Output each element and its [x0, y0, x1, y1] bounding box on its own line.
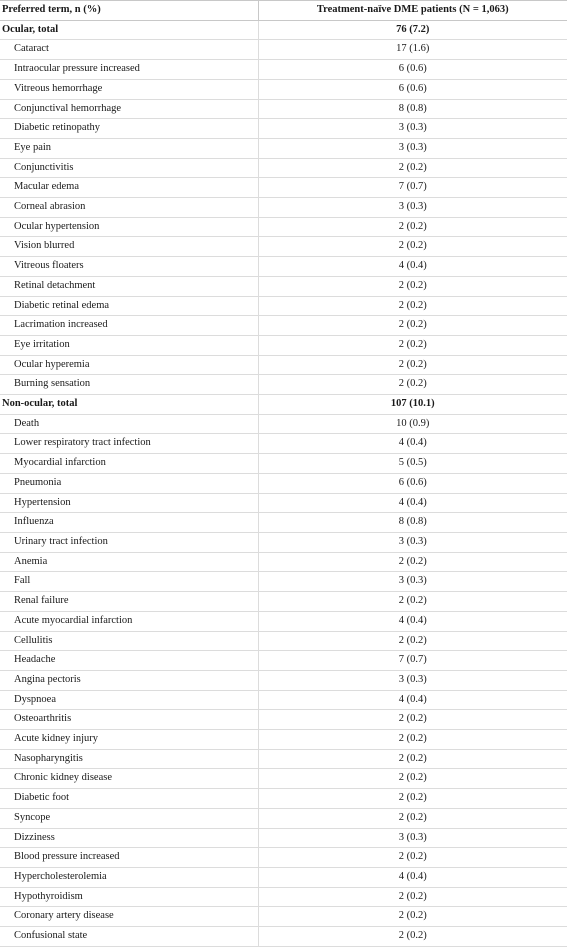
value-cell: 2 (0.2)	[258, 276, 567, 296]
table-row	[0, 473, 567, 493]
term-cell: Myocardial infarction	[0, 454, 258, 474]
value-cell: 2 (0.2)	[258, 355, 567, 375]
table-group-row	[0, 20, 567, 40]
term-cell: Cellulitis	[0, 631, 258, 651]
term-cell: Influenza	[0, 513, 258, 533]
table-row	[0, 690, 567, 710]
term-cell: Diabetic foot	[0, 789, 258, 809]
term-cell: Nasopharyngitis	[0, 749, 258, 769]
table-row	[0, 769, 567, 789]
value-cell: 3 (0.3)	[258, 572, 567, 592]
value-cell: 2 (0.2)	[258, 158, 567, 178]
term-cell: Lacrimation increased	[0, 316, 258, 336]
table-row	[0, 79, 567, 99]
table-row	[0, 848, 567, 868]
value-cell: 2 (0.2)	[258, 375, 567, 395]
value-cell: 2 (0.2)	[258, 848, 567, 868]
term-cell: Hypercholesterolemia	[0, 867, 258, 887]
value-cell: 6 (0.6)	[258, 79, 567, 99]
term-cell: Burning sensation	[0, 375, 258, 395]
term-cell: Coronary artery disease	[0, 907, 258, 927]
term-cell: Macular edema	[0, 178, 258, 198]
value-cell: 4 (0.4)	[258, 493, 567, 513]
term-cell: Blood pressure increased	[0, 848, 258, 868]
value-cell: 8 (0.8)	[258, 99, 567, 119]
term-cell: Death	[0, 414, 258, 434]
term-cell: Chronic kidney disease	[0, 769, 258, 789]
value-cell: 2 (0.2)	[258, 296, 567, 316]
term-cell: Conjunctival hemorrhage	[0, 99, 258, 119]
value-cell: 2 (0.2)	[258, 907, 567, 927]
table-header	[0, 1, 567, 21]
value-cell: 2 (0.2)	[258, 808, 567, 828]
term-cell: Eye irritation	[0, 335, 258, 355]
table-row	[0, 355, 567, 375]
table-row	[0, 257, 567, 277]
table-row	[0, 178, 567, 198]
column-header-patients: Treatment-naïve DME patients (N = 1,063)	[258, 1, 567, 21]
term-cell: Cataract	[0, 40, 258, 60]
term-cell: Ocular hyperemia	[0, 355, 258, 375]
table-row	[0, 40, 567, 60]
table-row	[0, 867, 567, 887]
table-body	[0, 20, 567, 946]
term-cell: Confusional state	[0, 927, 258, 947]
value-cell: 6 (0.6)	[258, 473, 567, 493]
table-row	[0, 631, 567, 651]
value-cell: 17 (1.6)	[258, 40, 567, 60]
term-cell: Vision blurred	[0, 237, 258, 257]
term-cell: Conjunctivitis	[0, 158, 258, 178]
column-header-preferred-term: Preferred term, n (%)	[0, 1, 258, 21]
table-row	[0, 493, 567, 513]
term-cell: Vitreous hemorrhage	[0, 79, 258, 99]
table-row	[0, 532, 567, 552]
term-cell: Acute myocardial infarction	[0, 611, 258, 631]
value-cell: 2 (0.2)	[258, 749, 567, 769]
value-cell: 2 (0.2)	[258, 710, 567, 730]
value-cell: 5 (0.5)	[258, 454, 567, 474]
term-cell: Eye pain	[0, 138, 258, 158]
value-cell: 2 (0.2)	[258, 592, 567, 612]
term-cell: Hypothyroidism	[0, 887, 258, 907]
term-cell: Osteoarthritis	[0, 710, 258, 730]
value-cell: 2 (0.2)	[258, 335, 567, 355]
table-row	[0, 927, 567, 947]
table-row	[0, 749, 567, 769]
table-row	[0, 454, 567, 474]
table-row	[0, 592, 567, 612]
table-row	[0, 237, 567, 257]
value-cell: 7 (0.7)	[258, 651, 567, 671]
table-row	[0, 710, 567, 730]
term-cell: Dizziness	[0, 828, 258, 848]
value-cell: 7 (0.7)	[258, 178, 567, 198]
table-row	[0, 335, 567, 355]
value-cell: 3 (0.3)	[258, 670, 567, 690]
term-cell: Fall	[0, 572, 258, 592]
term-cell: Corneal abrasion	[0, 198, 258, 218]
value-cell: 2 (0.2)	[258, 789, 567, 809]
term-cell: Diabetic retinal edema	[0, 296, 258, 316]
term-cell: Ocular hypertension	[0, 217, 258, 237]
term-cell: Intraocular pressure increased	[0, 60, 258, 80]
group-term-cell: Ocular, total	[0, 20, 258, 40]
table-row	[0, 316, 567, 336]
table-row	[0, 730, 567, 750]
term-cell: Vitreous floaters	[0, 257, 258, 277]
term-cell: Diabetic retinopathy	[0, 119, 258, 139]
term-cell: Acute kidney injury	[0, 730, 258, 750]
value-cell: 4 (0.4)	[258, 257, 567, 277]
header-row	[0, 1, 567, 21]
table-row	[0, 414, 567, 434]
term-cell: Hypertension	[0, 493, 258, 513]
table-row	[0, 198, 567, 218]
value-cell: 3 (0.3)	[258, 828, 567, 848]
table-group-row	[0, 395, 567, 415]
value-cell: 2 (0.2)	[258, 927, 567, 947]
term-cell: Retinal detachment	[0, 276, 258, 296]
value-cell: 3 (0.3)	[258, 119, 567, 139]
term-cell: Lower respiratory tract infection	[0, 434, 258, 454]
table-row	[0, 119, 567, 139]
term-cell: Anemia	[0, 552, 258, 572]
value-cell: 3 (0.3)	[258, 138, 567, 158]
table-row	[0, 907, 567, 927]
table-row	[0, 158, 567, 178]
term-cell: Angina pectoris	[0, 670, 258, 690]
value-cell: 6 (0.6)	[258, 60, 567, 80]
table-row	[0, 828, 567, 848]
table-row	[0, 611, 567, 631]
term-cell: Urinary tract infection	[0, 532, 258, 552]
table-row	[0, 60, 567, 80]
table-row	[0, 296, 567, 316]
value-cell: 4 (0.4)	[258, 434, 567, 454]
table-row	[0, 513, 567, 533]
value-cell: 3 (0.3)	[258, 532, 567, 552]
value-cell: 3 (0.3)	[258, 198, 567, 218]
value-cell: 2 (0.2)	[258, 237, 567, 257]
term-cell: Headache	[0, 651, 258, 671]
value-cell: 2 (0.2)	[258, 217, 567, 237]
term-cell: Renal failure	[0, 592, 258, 612]
value-cell: 2 (0.2)	[258, 552, 567, 572]
table-row	[0, 808, 567, 828]
group-term-cell: Non-ocular, total	[0, 395, 258, 415]
table-row	[0, 651, 567, 671]
table-row	[0, 887, 567, 907]
table-row	[0, 434, 567, 454]
table-row	[0, 138, 567, 158]
value-cell: 4 (0.4)	[258, 690, 567, 710]
value-cell: 4 (0.4)	[258, 611, 567, 631]
table-row	[0, 552, 567, 572]
value-cell: 10 (0.9)	[258, 414, 567, 434]
value-cell: 2 (0.2)	[258, 316, 567, 336]
group-value-cell: 76 (7.2)	[258, 20, 567, 40]
value-cell: 2 (0.2)	[258, 631, 567, 651]
table-row	[0, 670, 567, 690]
value-cell: 2 (0.2)	[258, 730, 567, 750]
group-value-cell: 107 (10.1)	[258, 395, 567, 415]
value-cell: 2 (0.2)	[258, 887, 567, 907]
term-cell: Dyspnoea	[0, 690, 258, 710]
value-cell: 2 (0.2)	[258, 769, 567, 789]
value-cell: 4 (0.4)	[258, 867, 567, 887]
term-cell: Pneumonia	[0, 473, 258, 493]
table-row	[0, 572, 567, 592]
value-cell: 8 (0.8)	[258, 513, 567, 533]
table-row	[0, 217, 567, 237]
table-row	[0, 276, 567, 296]
table-row	[0, 99, 567, 119]
table-row	[0, 789, 567, 809]
table-row	[0, 375, 567, 395]
term-cell: Syncope	[0, 808, 258, 828]
